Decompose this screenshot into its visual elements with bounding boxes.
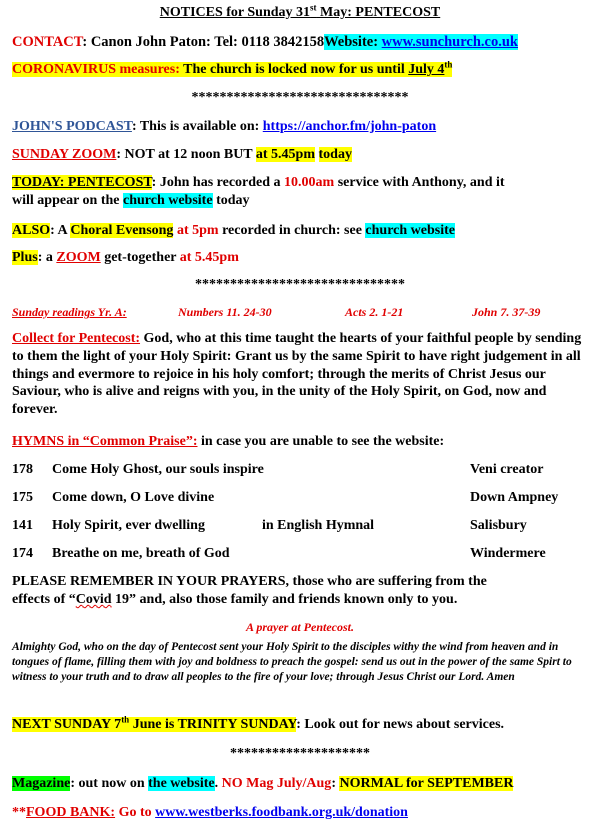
prayer-text: Almighty God, who on the day of Pentecost sent your Holy Spirit to the disciples withy the wind from heaven and in tongues of flame, filling them with joy and boldness to preach the gospel: send us out in the power of the same Spirt to witness to your truth and to draw all peoples to the fire of your love; through Jesus Christ our Lord. Amen: [12, 641, 572, 683]
page-title: NOTICES for Sunday 31st May: PENTECOST: [159, 2, 441, 20]
hymn-row: 141 Holy Spirit, ever dwelling in English Hymnal Salisbury: [12, 518, 527, 533]
also-line: ALSO: A Choral Evensong at 5pm recorded in church: see church website: [12, 223, 455, 238]
separator-stars: *******************************: [191, 90, 409, 105]
today-line-2: will appear on the church website today: [12, 193, 250, 208]
podcast-link[interactable]: https://anchor.fm/john-paton: [262, 119, 437, 134]
church-website-link[interactable]: church website: [122, 193, 213, 208]
church-website-link-2[interactable]: church website: [365, 223, 455, 238]
hymn-row: 178 Come Holy Ghost, our souls inspire Veni creator: [12, 462, 544, 477]
readings-line: Sunday readings Yr. A: Numbers 11. 24-30 Acts 2. 1-21 John 7. 37-39: [12, 305, 541, 319]
hymns-heading: HYMNS in “Common Praise”: in case you are unable to see the website:: [12, 434, 445, 449]
separator-stars-3: ********************: [230, 746, 370, 761]
website-link[interactable]: www.sunchurch.co.uk: [381, 34, 518, 50]
today-line-1: TODAY: PENTECOST: John has recorded a 10.00am service with Anthony, and it: [12, 175, 505, 190]
zoom-line: SUNDAY ZOOM: NOT at 12 noon BUT at 5.45pm today: [12, 147, 352, 162]
separator-stars-2: ******************************: [195, 277, 405, 292]
contact-label: CONTACT: [12, 34, 83, 50]
plus-line: Plus: a ZOOM get-together at 5.45pm: [12, 250, 239, 265]
food-bank-line: **FOOD BANK: Go to www.westberks.foodbank.org.uk/donation: [12, 805, 408, 820]
prayer-title: A prayer at Pentecost.: [246, 620, 354, 634]
magazine-line: Magazine: out now on the website. NO Mag July/Aug: NORMAL for SEPTEMBER: [12, 776, 514, 791]
contact-line: CONTACT: Canon John Paton: Tel: 0118 3842158Website: www.sunchurch.co.uk: [12, 34, 518, 50]
food-bank-link[interactable]: www.westberks.foodbank.org.uk/donation: [155, 805, 408, 820]
prayers-line-2: effects of “Covid 19” and, also those family and friends known only to you.: [12, 592, 458, 607]
next-sunday-line: NEXT SUNDAY 7th June is TRINITY SUNDAY: Look out for news about services.: [12, 714, 505, 732]
prayers-line-1: PLEASE REMEMBER IN YOUR PRAYERS, those who are suffering from the: [12, 574, 487, 589]
hymn-row: 175 Come down, O Love divine Down Ampney: [12, 490, 559, 505]
coronavirus-line: CORONAVIRUS measures: The church is locked now for us until July 4th: [12, 59, 453, 77]
podcast-line: JOHN'S PODCAST: This is available on: https://anchor.fm/john-paton: [12, 119, 437, 134]
collect-paragraph: Collect for Pentecost: God, who at this time taught the hearts of your faithful people by sending to them the light of your Holy Spirit: Grant us by the same Spirit to have right judgement in all things and evermore to rejoice in his holy comfort; through the merits of Christ Jesus our Saviour, who is alive and reigns with you, in the unity of the Holy Spirit, on God, now and forever.: [12, 331, 582, 418]
hymn-row: 174 Breathe on me, breath of God Windermere: [12, 546, 546, 561]
